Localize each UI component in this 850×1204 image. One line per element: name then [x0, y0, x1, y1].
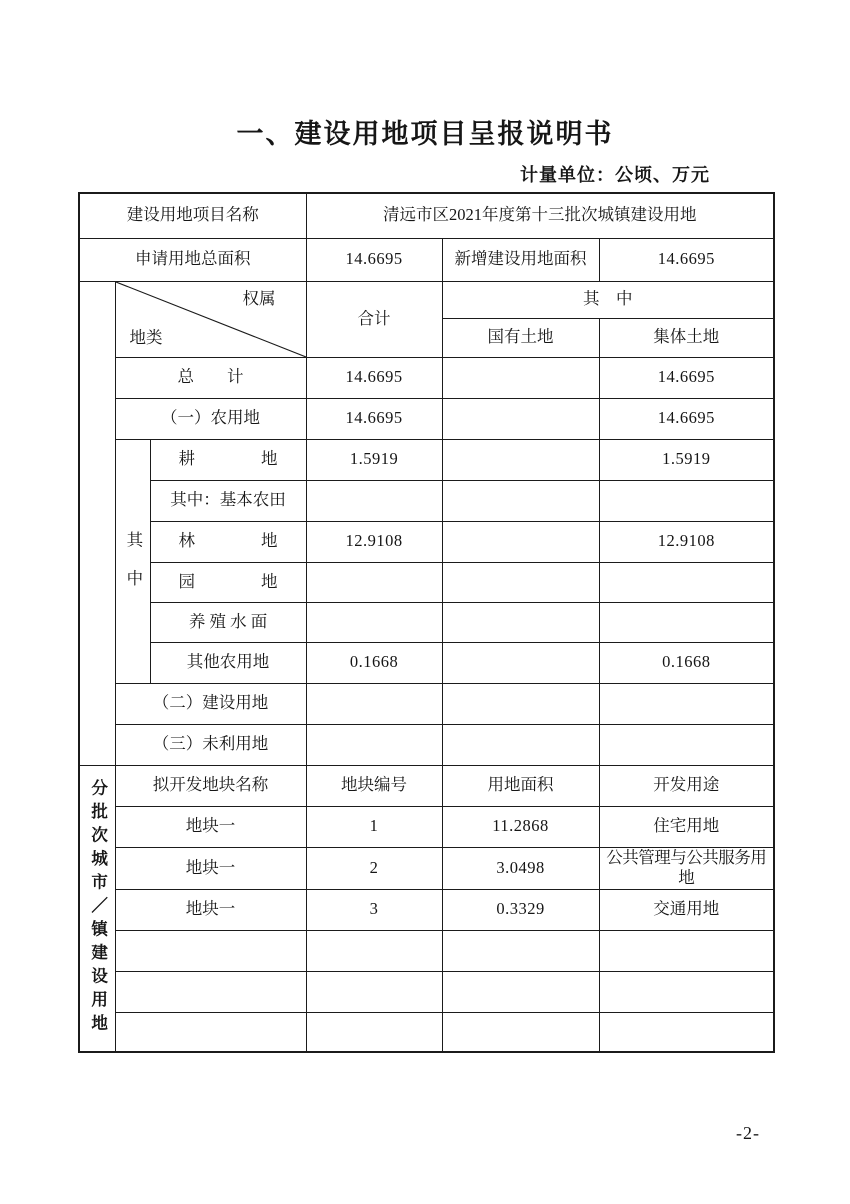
cell-label: （二）建设用地	[115, 683, 306, 724]
cell-parcel-use	[599, 930, 774, 971]
row-construction-land	[79, 683, 774, 724]
cell-total: 1.5919	[306, 439, 442, 480]
cell-label: 养 殖 水 面	[150, 602, 306, 642]
row-cultivated-land	[79, 439, 774, 480]
cell-parcel-name	[115, 1012, 306, 1052]
cell-parcel-no: 1	[306, 806, 442, 847]
row-parcel-2	[79, 847, 774, 889]
cell-total: 14.6695	[306, 398, 442, 439]
cell-parcel-name: 地块一	[115, 847, 306, 889]
row-parcel-empty-1	[79, 930, 774, 971]
row-matrix-header-top	[79, 281, 774, 318]
cell-total	[306, 562, 442, 602]
cell-parcel-name	[115, 971, 306, 1012]
cell-parcel-use-header: 开发用途	[599, 765, 774, 806]
cell-parcel-use: 交通用地	[599, 889, 774, 930]
row-project-name	[79, 193, 774, 238]
cell-state	[442, 398, 599, 439]
cell-total: 12.9108	[306, 521, 442, 562]
cell-parcel-name	[115, 930, 306, 971]
unit-note: 计量单位：公顷、万元	[520, 165, 710, 185]
cell-parcel-no-header: 地块编号	[306, 765, 442, 806]
cell-parcel-name-header: 拟开发地块名称	[115, 765, 306, 806]
cell-new-area-value: 14.6695	[599, 238, 774, 281]
cell-parcel-area: 0.3329	[442, 889, 599, 930]
row-grand-total	[79, 357, 774, 398]
cell-parcel-name: 地块一	[115, 889, 306, 930]
cell-parcel-area	[442, 1012, 599, 1052]
cell-collective	[599, 724, 774, 765]
cell-state	[442, 439, 599, 480]
cell-state	[442, 480, 599, 521]
cell-collective: 0.1668	[599, 642, 774, 683]
cell-label: 总 计	[115, 357, 306, 398]
cell-new-area-label: 新增建设用地面积	[442, 238, 599, 281]
cell-parcel-no	[306, 971, 442, 1012]
cell-collective: 14.6695	[599, 357, 774, 398]
cell-state	[442, 357, 599, 398]
cell-state	[442, 724, 599, 765]
cell-total	[306, 683, 442, 724]
cell-parcel-use: 住宅用地	[599, 806, 774, 847]
land-report-table	[78, 192, 775, 1053]
cell-state	[442, 602, 599, 642]
cell-parcel-use: 公共管理与公共服务用地	[599, 847, 774, 889]
cell-project-name-value: 清远市区2021年度第十三批次城镇建设用地	[306, 193, 774, 238]
cell-parcel-use	[599, 1012, 774, 1052]
cell-parcel-area-header: 用地面积	[442, 765, 599, 806]
cell-col-among: 其 中	[442, 281, 774, 318]
cell-state	[442, 642, 599, 683]
cell-parcel-no	[306, 930, 442, 971]
cell-state	[442, 683, 599, 724]
cell-total	[306, 724, 442, 765]
cell-parcel-vertical	[79, 765, 115, 1052]
cell-total	[306, 602, 442, 642]
page-number: -2-	[736, 1123, 760, 1143]
cell-total	[306, 480, 442, 521]
row-forest-land	[79, 521, 774, 562]
cell-total: 14.6695	[306, 357, 442, 398]
cell-collective	[599, 683, 774, 724]
row-parcel-3	[79, 889, 774, 930]
cell-project-name-label: 建设用地项目名称	[79, 193, 306, 238]
row-basic-farmland	[79, 480, 774, 521]
cell-label: 林 地	[150, 521, 306, 562]
cell-collective: 1.5919	[599, 439, 774, 480]
cell-label: （一）农用地	[115, 398, 306, 439]
page-title: 一、建设用地项目呈报说明书	[236, 119, 614, 149]
cell-label: 其他农用地	[150, 642, 306, 683]
cell-total: 0.1668	[306, 642, 442, 683]
parcel-vertical-label: 分批次城市／镇建设用地	[88, 779, 108, 1038]
cell-parcel-no	[306, 1012, 442, 1052]
cell-parcel-area: 11.2868	[442, 806, 599, 847]
row-aquaculture	[79, 602, 774, 642]
cell-among-vertical	[115, 439, 150, 683]
row-agricultural-land	[79, 398, 774, 439]
cell-collective: 12.9108	[599, 521, 774, 562]
diagonal-label-ownership: 权属	[242, 288, 276, 308]
cell-collective	[599, 562, 774, 602]
cell-parcel-name: 地块一	[115, 806, 306, 847]
row-unused-land	[79, 724, 774, 765]
row-garden-land	[79, 562, 774, 602]
cell-col-collective: 集体土地	[599, 318, 774, 357]
cell-apply-area-value: 14.6695	[306, 238, 442, 281]
cell-col-total: 合计	[306, 281, 442, 357]
cell-parcel-no: 2	[306, 847, 442, 889]
row-other-agricultural	[79, 642, 774, 683]
cell-left-spacer	[79, 281, 115, 765]
cell-parcel-area	[442, 971, 599, 1012]
cell-diagonal-header	[115, 281, 306, 357]
row-apply-area	[79, 238, 774, 281]
cell-apply-area-label: 申请用地总面积	[79, 238, 306, 281]
among-vertical-label: 其中	[123, 530, 143, 608]
cell-parcel-no: 3	[306, 889, 442, 930]
cell-col-state: 国有土地	[442, 318, 599, 357]
cell-label: 园 地	[150, 562, 306, 602]
cell-parcel-area: 3.0498	[442, 847, 599, 889]
cell-collective	[599, 602, 774, 642]
cell-collective: 14.6695	[599, 398, 774, 439]
cell-collective	[599, 480, 774, 521]
cell-state	[442, 562, 599, 602]
cell-parcel-area	[442, 930, 599, 971]
cell-label: 耕 地	[150, 439, 306, 480]
row-parcel-empty-2	[79, 971, 774, 1012]
cell-label: （三）未利用地	[115, 724, 306, 765]
row-parcel-empty-3	[79, 1012, 774, 1052]
row-parcel-header	[79, 765, 774, 806]
cell-state	[442, 521, 599, 562]
cell-parcel-use	[599, 971, 774, 1012]
diagonal-label-landtype: 地类	[129, 327, 163, 347]
cell-label: 其中：基本农田	[150, 480, 306, 521]
row-parcel-1	[79, 806, 774, 847]
